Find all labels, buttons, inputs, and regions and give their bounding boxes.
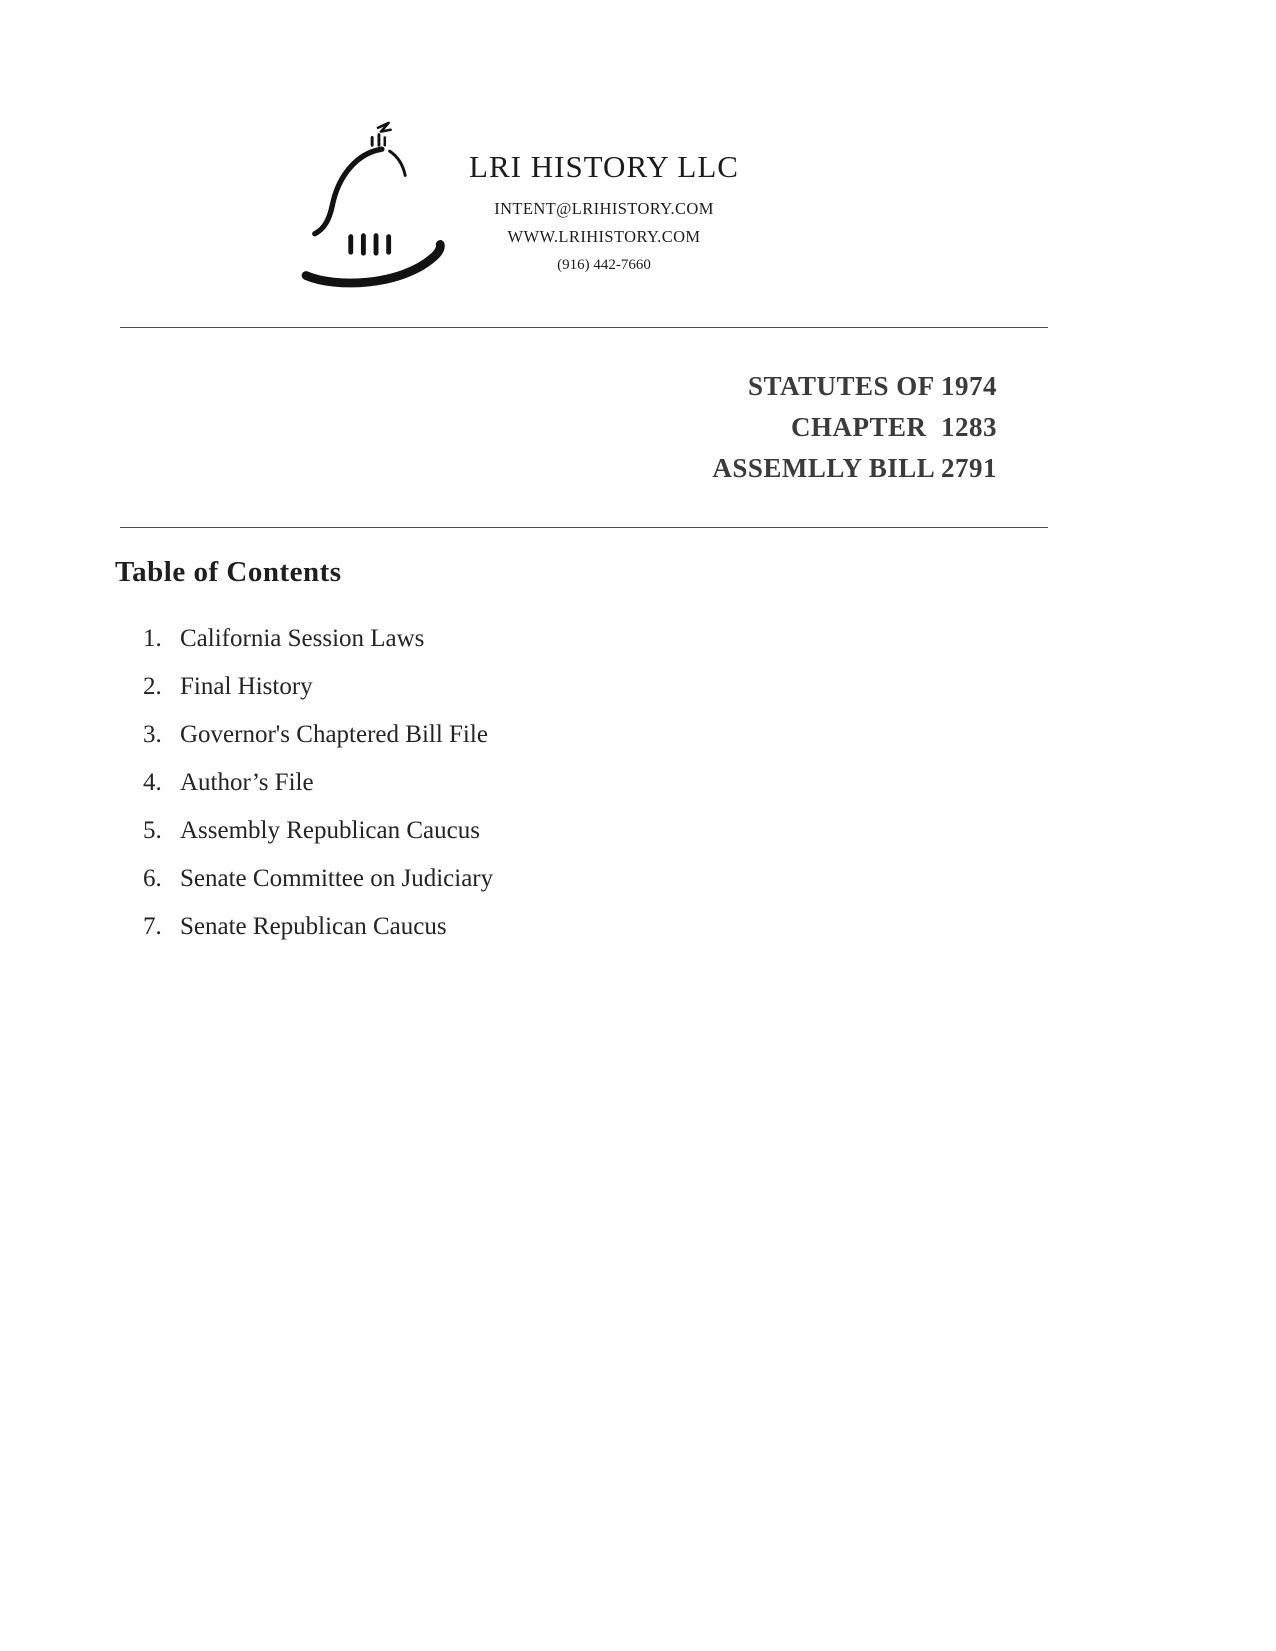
horizontal-rule-bottom xyxy=(120,527,1048,528)
toc-list xyxy=(143,624,493,942)
company-name: LRI HISTORY LLC xyxy=(469,149,739,184)
header-contact-block xyxy=(462,150,746,274)
toc-item-number: 5. xyxy=(143,817,162,844)
toc-item-number: 7. xyxy=(143,913,162,940)
capitol-dome-sketch-icon xyxy=(292,120,462,295)
toc-item-label: Final History xyxy=(180,673,313,700)
company-email: INTENT@LRIHISTORY.COM xyxy=(494,199,714,218)
company-phone: (916) 442-7660 xyxy=(557,257,651,273)
toc-item-label: Senate Republican Caucus xyxy=(180,913,447,940)
toc-item-label: California Session Laws xyxy=(180,625,425,652)
toc-item xyxy=(143,864,493,894)
toc-item-number: 4. xyxy=(143,769,162,796)
statutes-line: STATUTES OF 1974 xyxy=(747,371,997,401)
toc-item-label: Author’s File xyxy=(180,769,314,796)
assembly-bill-line: ASSEMLLY BILL 2791 xyxy=(712,453,997,483)
toc-item-label: Governor's Chaptered Bill File xyxy=(180,721,488,748)
horizontal-rule-top xyxy=(120,327,1048,328)
toc-item xyxy=(143,768,493,798)
toc-item xyxy=(143,624,493,654)
statutes-title-block xyxy=(712,366,997,489)
toc-item-label: Senate Committee on Judiciary xyxy=(180,865,494,892)
company-website: WWW.LRIHISTORY.COM xyxy=(507,227,701,246)
toc-item-number: 1. xyxy=(143,625,162,652)
toc-item xyxy=(143,816,493,846)
toc-item xyxy=(143,672,493,702)
toc-item-label: Assembly Republican Caucus xyxy=(180,817,480,844)
toc-item xyxy=(143,720,493,750)
toc-item-number: 3. xyxy=(143,721,162,748)
toc-heading: Table of Contents xyxy=(115,556,342,588)
toc-item-number: 2. xyxy=(143,673,162,700)
toc-item-number: 6. xyxy=(143,865,162,892)
toc-item xyxy=(143,912,493,942)
chapter-line: CHAPTER 1283 xyxy=(790,412,997,442)
